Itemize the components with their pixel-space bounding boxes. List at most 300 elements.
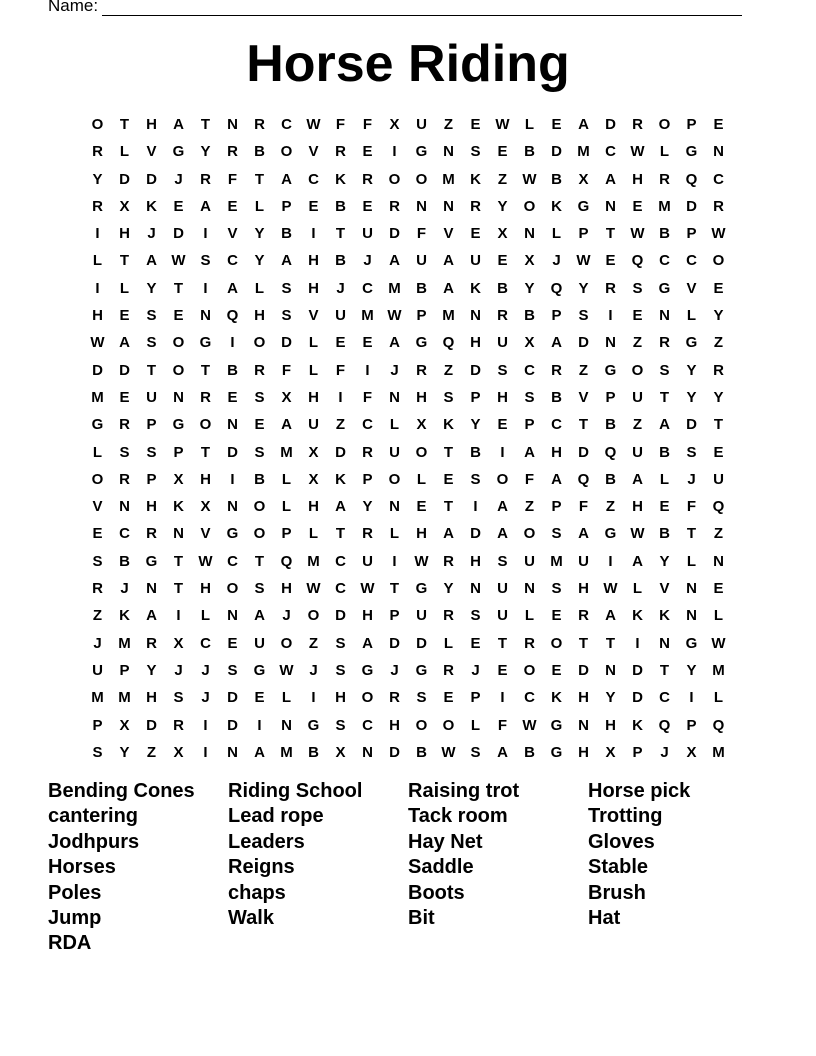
grid-letter[interactable]: O <box>253 334 266 352</box>
grid-letter[interactable]: Y <box>524 279 535 297</box>
grid-letter[interactable]: D <box>578 661 589 679</box>
grid-letter[interactable]: U <box>416 252 427 270</box>
grid-letter[interactable]: S <box>146 334 157 352</box>
grid-letter[interactable]: N <box>524 580 535 598</box>
grid-letter[interactable]: W <box>576 252 591 270</box>
grid-letter[interactable]: Y <box>659 552 670 570</box>
grid-letter[interactable]: L <box>200 607 211 625</box>
grid-letter[interactable]: R <box>146 634 157 652</box>
grid-letter[interactable]: H <box>416 388 427 406</box>
grid-letter[interactable]: Z <box>335 416 346 434</box>
grid-letter[interactable]: O <box>523 197 536 215</box>
grid-letter[interactable]: F <box>416 225 427 243</box>
grid-letter[interactable]: U <box>497 580 508 598</box>
grid-letter[interactable]: N <box>443 197 454 215</box>
grid-letter[interactable]: O <box>658 116 671 133</box>
grid-letter[interactable]: H <box>92 307 103 325</box>
grid-letter[interactable]: D <box>119 361 130 379</box>
grid-letter[interactable]: B <box>416 743 427 761</box>
grid-letter[interactable]: N <box>119 498 130 516</box>
grid-letter[interactable]: Z <box>443 361 454 379</box>
grid-letter[interactable]: E <box>713 116 724 133</box>
grid-letter[interactable]: L <box>281 689 292 707</box>
grid-letter[interactable]: R <box>119 470 130 488</box>
grid-letter[interactable]: K <box>659 607 670 625</box>
grid-letter[interactable]: A <box>578 116 589 133</box>
grid-letter[interactable]: X <box>578 170 589 188</box>
grid-letter[interactable]: H <box>362 607 373 625</box>
grid-letter[interactable]: E <box>605 252 616 270</box>
grid-letter[interactable]: R <box>254 361 265 379</box>
grid-letter[interactable]: H <box>308 279 319 297</box>
grid-letter[interactable]: G <box>307 716 320 734</box>
grid-letter[interactable]: W <box>711 634 726 652</box>
grid-letter[interactable]: D <box>470 361 481 379</box>
grid-letter[interactable]: E <box>497 661 508 679</box>
grid-letter[interactable]: Y <box>92 170 103 188</box>
grid-letter[interactable]: T <box>605 634 616 652</box>
grid-letter[interactable]: O <box>253 498 266 516</box>
grid-letter[interactable]: O <box>712 252 725 270</box>
grid-letter[interactable]: F <box>524 470 535 488</box>
grid-letter[interactable]: B <box>254 470 265 488</box>
grid-letter[interactable]: R <box>362 443 373 461</box>
grid-letter[interactable]: T <box>146 361 157 379</box>
grid-letter[interactable]: I <box>203 716 208 734</box>
grid-letter[interactable]: O <box>523 525 536 543</box>
grid-letter[interactable]: P <box>389 607 400 625</box>
grid-letter[interactable]: E <box>362 334 373 352</box>
grid-letter[interactable]: B <box>119 552 130 570</box>
grid-letter[interactable]: P <box>362 470 373 488</box>
grid-letter[interactable]: H <box>200 470 211 488</box>
grid-letter[interactable]: A <box>443 279 454 297</box>
grid-letter[interactable]: Y <box>605 689 616 707</box>
grid-letter[interactable]: C <box>362 716 373 734</box>
grid-letter[interactable]: M <box>307 552 320 570</box>
grid-letter[interactable]: E <box>119 388 130 406</box>
grid-letter[interactable]: O <box>361 689 374 707</box>
grid-letter[interactable]: E <box>632 197 643 215</box>
grid-letter[interactable]: K <box>632 607 643 625</box>
grid-letter[interactable]: R <box>551 361 562 379</box>
grid-letter[interactable]: Y <box>119 743 130 761</box>
grid-letter[interactable]: D <box>281 334 292 352</box>
grid-letter[interactable]: L <box>281 470 292 488</box>
grid-letter[interactable]: L <box>308 361 319 379</box>
grid-letter[interactable]: R <box>200 388 211 406</box>
grid-letter[interactable]: D <box>686 197 697 215</box>
grid-letter[interactable]: C <box>362 279 373 297</box>
grid-letter[interactable]: O <box>172 361 185 379</box>
grid-letter[interactable]: O <box>91 470 104 488</box>
grid-letter[interactable]: S <box>497 361 508 379</box>
grid-letter[interactable]: E <box>470 116 481 133</box>
grid-letter[interactable]: R <box>362 170 373 188</box>
grid-letter[interactable]: R <box>389 197 400 215</box>
grid-letter[interactable]: R <box>443 552 454 570</box>
grid-letter[interactable]: N <box>227 607 238 625</box>
grid-letter[interactable]: O <box>172 334 185 352</box>
grid-letter[interactable]: R <box>578 607 589 625</box>
grid-letter[interactable]: E <box>551 661 562 679</box>
grid-letter[interactable]: L <box>308 525 319 543</box>
grid-letter[interactable]: D <box>335 443 346 461</box>
grid-letter[interactable]: A <box>497 498 508 516</box>
grid-letter[interactable]: N <box>227 416 238 434</box>
grid-letter[interactable]: E <box>470 225 481 243</box>
grid-letter[interactable]: U <box>308 416 319 434</box>
grid-letter[interactable]: R <box>416 361 427 379</box>
grid-letter[interactable]: T <box>443 443 454 461</box>
grid-letter[interactable]: F <box>362 388 373 406</box>
grid-letter[interactable]: F <box>281 361 292 379</box>
grid-letter[interactable]: I <box>500 689 505 707</box>
grid-letter[interactable]: E <box>713 279 724 297</box>
grid-letter[interactable]: E <box>362 197 373 215</box>
grid-letter[interactable]: P <box>173 443 184 461</box>
grid-letter[interactable]: N <box>416 197 427 215</box>
grid-letter[interactable]: V <box>308 307 319 325</box>
grid-letter[interactable]: L <box>254 197 265 215</box>
grid-letter[interactable]: E <box>551 607 562 625</box>
grid-letter[interactable]: X <box>524 252 535 270</box>
grid-letter[interactable]: Z <box>92 607 103 625</box>
grid-letter[interactable]: D <box>146 716 157 734</box>
grid-letter[interactable]: O <box>496 470 509 488</box>
grid-letter[interactable]: S <box>335 716 346 734</box>
grid-letter[interactable]: N <box>281 716 292 734</box>
grid-letter[interactable]: W <box>90 334 105 352</box>
grid-letter[interactable]: L <box>281 498 292 516</box>
grid-letter[interactable]: E <box>497 143 508 161</box>
grid-letter[interactable]: C <box>227 552 238 570</box>
grid-letter[interactable]: G <box>685 143 698 161</box>
grid-letter[interactable]: R <box>659 170 670 188</box>
grid-letter[interactable]: F <box>497 716 508 734</box>
grid-letter[interactable]: B <box>335 252 346 270</box>
grid-letter[interactable]: W <box>441 743 456 761</box>
grid-letter[interactable]: W <box>171 252 186 270</box>
grid-letter[interactable]: Y <box>146 661 157 679</box>
grid-letter[interactable]: A <box>605 170 616 188</box>
grid-letter[interactable]: H <box>632 498 643 516</box>
grid-letter[interactable]: C <box>362 416 373 434</box>
grid-letter[interactable]: M <box>118 634 131 652</box>
grid-letter[interactable]: Q <box>658 716 671 734</box>
grid-letter[interactable]: I <box>338 388 343 406</box>
grid-letter[interactable]: O <box>550 634 563 652</box>
grid-letter[interactable]: X <box>605 743 616 761</box>
grid-letter[interactable]: Q <box>685 170 698 188</box>
grid-letter[interactable]: A <box>551 470 562 488</box>
grid-letter[interactable]: E <box>335 334 346 352</box>
grid-letter[interactable]: R <box>173 716 184 734</box>
grid-letter[interactable]: R <box>524 634 535 652</box>
grid-letter[interactable]: U <box>362 552 373 570</box>
grid-letter[interactable]: Q <box>280 552 293 570</box>
grid-letter[interactable]: X <box>281 388 292 406</box>
grid-letter[interactable]: X <box>119 197 130 215</box>
grid-letter[interactable]: I <box>230 470 235 488</box>
grid-letter[interactable]: C <box>335 580 346 598</box>
grid-letter[interactable]: M <box>361 307 374 325</box>
grid-letter[interactable]: T <box>659 661 670 679</box>
grid-letter[interactable]: E <box>254 416 265 434</box>
grid-letter[interactable]: S <box>335 661 346 679</box>
grid-letter[interactable]: R <box>146 525 157 543</box>
grid-letter[interactable]: T <box>335 225 346 243</box>
grid-letter[interactable]: H <box>578 743 589 761</box>
grid-letter[interactable]: N <box>227 743 238 761</box>
grid-letter[interactable]: Q <box>577 470 590 488</box>
grid-letter[interactable]: X <box>335 743 346 761</box>
grid-letter[interactable]: U <box>470 252 481 270</box>
grid-letter[interactable]: L <box>119 143 130 161</box>
grid-letter[interactable]: H <box>146 116 157 133</box>
grid-letter[interactable]: M <box>550 552 563 570</box>
grid-letter[interactable]: S <box>524 388 535 406</box>
grid-letter[interactable]: L <box>119 279 130 297</box>
grid-letter[interactable]: H <box>389 716 400 734</box>
grid-letter[interactable]: E <box>497 416 508 434</box>
grid-letter[interactable]: U <box>146 388 157 406</box>
grid-letter[interactable]: W <box>306 116 321 133</box>
grid-letter[interactable]: H <box>470 334 481 352</box>
grid-letter[interactable]: V <box>578 388 589 406</box>
grid-letter[interactable]: E <box>470 634 481 652</box>
grid-letter[interactable]: W <box>414 552 429 570</box>
grid-letter[interactable]: I <box>392 143 397 161</box>
grid-letter[interactable]: J <box>390 661 399 679</box>
grid-letter[interactable]: C <box>686 252 697 270</box>
grid-letter[interactable]: E <box>227 634 238 652</box>
grid-letter[interactable]: W <box>522 170 537 188</box>
grid-letter[interactable]: N <box>659 307 670 325</box>
grid-letter[interactable]: N <box>686 580 697 598</box>
grid-letter[interactable]: E <box>362 143 373 161</box>
grid-letter[interactable]: P <box>281 197 292 215</box>
grid-letter[interactable]: T <box>578 416 589 434</box>
grid-letter[interactable]: B <box>524 143 535 161</box>
grid-letter[interactable]: H <box>308 252 319 270</box>
grid-letter[interactable]: D <box>605 116 616 133</box>
grid-letter[interactable]: U <box>362 225 373 243</box>
grid-letter[interactable]: C <box>659 689 670 707</box>
grid-letter[interactable]: Z <box>713 334 724 352</box>
grid-letter[interactable]: G <box>685 334 698 352</box>
grid-letter[interactable]: G <box>685 634 698 652</box>
grid-letter[interactable]: Y <box>470 416 481 434</box>
grid-letter[interactable]: D <box>227 443 238 461</box>
grid-letter[interactable]: E <box>632 307 643 325</box>
grid-letter[interactable]: V <box>686 279 697 297</box>
grid-letter[interactable]: Z <box>308 634 319 652</box>
grid-letter[interactable]: K <box>470 170 481 188</box>
grid-letter[interactable]: H <box>605 716 616 734</box>
grid-letter[interactable]: N <box>389 388 400 406</box>
grid-letter[interactable]: S <box>146 307 157 325</box>
grid-letter[interactable]: H <box>632 170 643 188</box>
grid-letter[interactable]: M <box>442 307 455 325</box>
grid-letter[interactable]: R <box>713 197 724 215</box>
grid-letter[interactable]: S <box>470 743 481 761</box>
grid-letter[interactable]: H <box>416 525 427 543</box>
grid-letter[interactable]: U <box>92 661 103 679</box>
grid-letter[interactable]: P <box>551 307 562 325</box>
grid-letter[interactable]: O <box>523 661 536 679</box>
grid-letter[interactable]: G <box>604 525 617 543</box>
grid-letter[interactable]: E <box>551 116 562 133</box>
grid-letter[interactable]: D <box>173 225 184 243</box>
grid-letter[interactable]: W <box>522 716 537 734</box>
grid-letter[interactable]: I <box>176 607 181 625</box>
grid-letter[interactable]: V <box>227 225 238 243</box>
grid-letter[interactable]: G <box>361 661 374 679</box>
grid-letter[interactable]: I <box>203 743 208 761</box>
grid-letter[interactable]: P <box>605 388 616 406</box>
grid-letter[interactable]: L <box>308 334 319 352</box>
grid-letter[interactable]: S <box>227 661 238 679</box>
grid-letter[interactable]: N <box>578 716 589 734</box>
grid-letter[interactable]: Q <box>712 716 725 734</box>
grid-letter[interactable]: H <box>254 307 265 325</box>
grid-letter[interactable]: L <box>713 689 724 707</box>
grid-letter[interactable]: M <box>712 743 725 761</box>
grid-letter[interactable]: P <box>686 716 697 734</box>
grid-letter[interactable]: F <box>362 116 373 133</box>
grid-letter[interactable]: S <box>200 252 211 270</box>
grid-letter[interactable]: G <box>91 416 104 434</box>
grid-letter[interactable]: I <box>500 443 505 461</box>
grid-letter[interactable]: W <box>603 580 618 598</box>
grid-letter[interactable]: P <box>686 116 697 133</box>
grid-letter[interactable]: M <box>442 170 455 188</box>
grid-letter[interactable]: S <box>119 443 130 461</box>
grid-letter[interactable]: P <box>686 225 697 243</box>
grid-letter[interactable]: B <box>227 361 238 379</box>
grid-letter[interactable]: I <box>608 552 613 570</box>
grid-letter[interactable]: N <box>146 580 157 598</box>
grid-letter[interactable]: O <box>280 634 293 652</box>
grid-letter[interactable]: J <box>552 252 561 270</box>
grid-letter[interactable]: N <box>173 388 184 406</box>
grid-letter[interactable]: O <box>199 416 212 434</box>
grid-letter[interactable]: F <box>686 498 697 516</box>
grid-letter[interactable]: N <box>443 143 454 161</box>
grid-letter[interactable]: N <box>713 143 724 161</box>
grid-letter[interactable]: F <box>335 116 346 133</box>
grid-letter[interactable]: H <box>281 580 292 598</box>
grid-letter[interactable]: X <box>200 498 211 516</box>
grid-letter[interactable]: R <box>362 525 373 543</box>
grid-letter[interactable]: A <box>443 525 454 543</box>
grid-letter[interactable]: S <box>416 689 427 707</box>
grid-letter[interactable]: L <box>443 634 454 652</box>
grid-letter[interactable]: L <box>389 525 400 543</box>
grid-letter[interactable]: S <box>470 470 481 488</box>
grid-letter[interactable]: H <box>308 498 319 516</box>
grid-letter[interactable]: Z <box>578 361 589 379</box>
grid-letter[interactable]: L <box>551 225 562 243</box>
grid-letter[interactable]: S <box>281 279 292 297</box>
grid-letter[interactable]: A <box>281 170 292 188</box>
grid-letter[interactable]: Y <box>146 279 157 297</box>
grid-letter[interactable]: W <box>306 580 321 598</box>
grid-letter[interactable]: P <box>416 307 427 325</box>
grid-letter[interactable]: B <box>659 525 670 543</box>
grid-letter[interactable]: K <box>173 498 184 516</box>
grid-letter[interactable]: U <box>335 307 346 325</box>
grid-letter[interactable]: T <box>119 252 130 270</box>
grid-letter[interactable]: N <box>173 525 184 543</box>
grid-letter[interactable]: U <box>416 116 427 133</box>
grid-letter[interactable]: U <box>389 443 400 461</box>
grid-letter[interactable]: R <box>497 307 508 325</box>
grid-letter[interactable]: A <box>362 634 373 652</box>
grid-letter[interactable]: G <box>415 334 428 352</box>
grid-letter[interactable]: Y <box>443 580 454 598</box>
name-field[interactable] <box>48 0 742 16</box>
grid-letter[interactable]: C <box>227 252 238 270</box>
grid-letter[interactable]: V <box>92 498 103 516</box>
grid-letter[interactable]: I <box>608 307 613 325</box>
grid-letter[interactable]: E <box>254 689 265 707</box>
grid-letter[interactable]: G <box>226 525 239 543</box>
grid-letter[interactable]: N <box>200 307 211 325</box>
grid-letter[interactable]: Q <box>604 443 617 461</box>
grid-letter[interactable]: H <box>335 689 346 707</box>
grid-letter[interactable]: J <box>309 661 318 679</box>
grid-letter[interactable]: K <box>443 416 454 434</box>
grid-letter[interactable]: G <box>604 361 617 379</box>
grid-letter[interactable]: S <box>470 607 481 625</box>
grid-letter[interactable]: Q <box>550 279 563 297</box>
grid-letter[interactable]: R <box>227 143 238 161</box>
grid-letter[interactable]: H <box>551 443 562 461</box>
grid-letter[interactable]: A <box>389 334 400 352</box>
grid-letter[interactable]: R <box>443 607 454 625</box>
grid-letter[interactable]: X <box>416 416 427 434</box>
grid-letter[interactable]: M <box>712 661 725 679</box>
grid-letter[interactable]: X <box>173 470 184 488</box>
grid-letter[interactable]: B <box>605 416 616 434</box>
grid-letter[interactable]: S <box>281 307 292 325</box>
grid-letter[interactable]: I <box>392 552 397 570</box>
grid-letter[interactable]: E <box>119 307 130 325</box>
grid-letter[interactable]: P <box>470 388 481 406</box>
grid-letter[interactable]: B <box>524 307 535 325</box>
grid-letter[interactable]: O <box>442 716 455 734</box>
grid-letter[interactable]: K <box>551 689 562 707</box>
grid-letter[interactable]: H <box>119 225 130 243</box>
grid-letter[interactable]: H <box>308 388 319 406</box>
grid-letter[interactable]: D <box>578 443 589 461</box>
grid-letter[interactable]: X <box>119 716 130 734</box>
grid-letter[interactable]: Y <box>254 252 265 270</box>
grid-letter[interactable]: T <box>497 634 508 652</box>
grid-letter[interactable]: U <box>632 443 643 461</box>
grid-letter[interactable]: K <box>632 716 643 734</box>
grid-letter[interactable]: V <box>146 143 157 161</box>
grid-letter[interactable]: J <box>336 279 345 297</box>
grid-letter[interactable]: D <box>470 525 481 543</box>
grid-letter[interactable]: M <box>658 197 671 215</box>
grid-letter[interactable]: J <box>660 743 669 761</box>
grid-letter[interactable]: R <box>632 116 643 133</box>
grid-letter[interactable]: M <box>91 388 104 406</box>
grid-letter[interactable]: I <box>230 334 235 352</box>
